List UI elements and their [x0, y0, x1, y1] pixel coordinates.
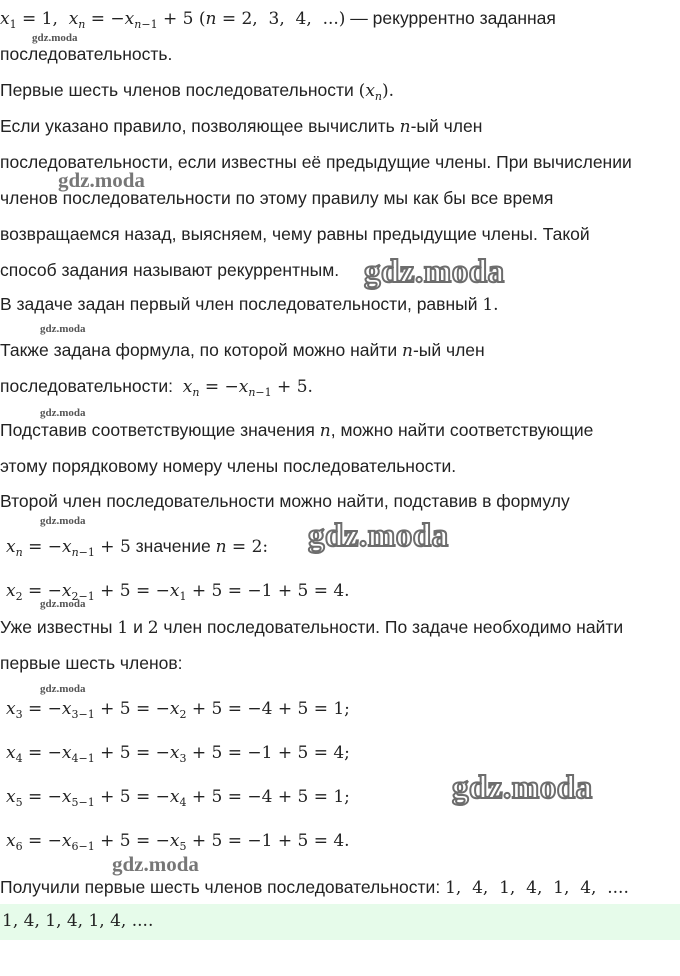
- second-member-line-2: $x_n = -x_{n-1} + 5$ значение n = 2:: [6, 536, 269, 559]
- watermark: gdz.moda: [112, 852, 199, 876]
- watermark: gdz.moda: [58, 168, 145, 192]
- answer-value: 1, 4, 1, 4, 1, 4, ....: [2, 911, 154, 931]
- watermark: gdz.moda: [40, 515, 86, 527]
- x5-equation: $x_5 = -x_{5-1} + 5 = -x_4 + 5 = -4 + 5 = 1$;: [6, 787, 350, 809]
- watermark: gdz.moda: [308, 518, 449, 554]
- x2-equation: $x_2 = -x_{2-1} + 5 = -x_1 + 5 = -1 + 5 = 4$.: [6, 581, 350, 603]
- definition-line-2: последовательности, если известны её предыдущие члены. При вычислении: [0, 152, 632, 172]
- known-line-2: первые шесть членов:: [0, 653, 183, 673]
- recurrence-formula: $x_1 = 1$, $x_n = -x_{n-1} + 5$ (n = 2, 3, 4, ...): [0, 9, 346, 31]
- definition-line-4: возвращаемся назад, выясняем, чему равны предыдущие члены. Такой: [0, 224, 590, 244]
- watermark: gdz.moda: [40, 683, 86, 695]
- watermark: gdz.moda: [452, 770, 593, 806]
- watermark: gdz.moda: [40, 323, 86, 335]
- definition-line-1: Если указано правило, позволяющее вычислить n-ый член: [0, 116, 483, 137]
- intro-line: [0, 8, 556, 29]
- intro-line-2: последовательность.: [0, 44, 173, 64]
- intro-text: — рекуррентно заданная: [345, 8, 556, 28]
- second-member-line-1: Второй член последовательности можно найти, подставив в формулу: [0, 491, 570, 511]
- definition-line-3: членов последовательности по этому правилу мы как бы все время: [0, 188, 554, 208]
- answer-box: [0, 904, 680, 940]
- formula-given-line-1: Также задана формула, по которой можно найти n-ый член: [0, 340, 485, 361]
- watermark: gdz.moda: [40, 407, 86, 419]
- x4-equation: $x_4 = -x_{4-1} + 5 = -x_3 + 5 = -1 + 5 = 4$;: [6, 743, 350, 765]
- known-line-1: Уже известны 1 и 2 член последовательности. По задаче необходимо найти: [0, 617, 624, 638]
- result-line: Получили первые шесть членов последовательности: 1, 4, 1, 4, 1, 4, ....: [0, 877, 629, 898]
- first-member-line: В задаче задан первый член последовательности, равный 1.: [0, 294, 499, 315]
- watermark: gdz.moda: [364, 254, 505, 290]
- substitute-line-2: этому порядковому номеру члены последовательности.: [0, 456, 457, 476]
- definition-line-5: способ задания называют рекуррентным.: [0, 260, 340, 280]
- para-first-six: Первые шесть членов последовательности $(x_n)$.: [0, 80, 395, 103]
- watermark: gdz.moda: [40, 598, 86, 610]
- watermark: gdz.moda: [32, 32, 78, 44]
- substitute-line-1: Подставив соответствующие значения n, можно найти соответствующие: [0, 420, 594, 441]
- formula-given-line-2: последовательности: $x_n = -x_{n-1} + 5$.: [0, 376, 313, 399]
- x6-equation: $x_6 = -x_{6-1} + 5 = -x_5 + 5 = -1 + 5 = 4$.: [6, 831, 350, 853]
- x3-equation: $x_3 = -x_{3-1} + 5 = -x_2 + 5 = -4 + 5 = 1$;: [6, 699, 350, 721]
